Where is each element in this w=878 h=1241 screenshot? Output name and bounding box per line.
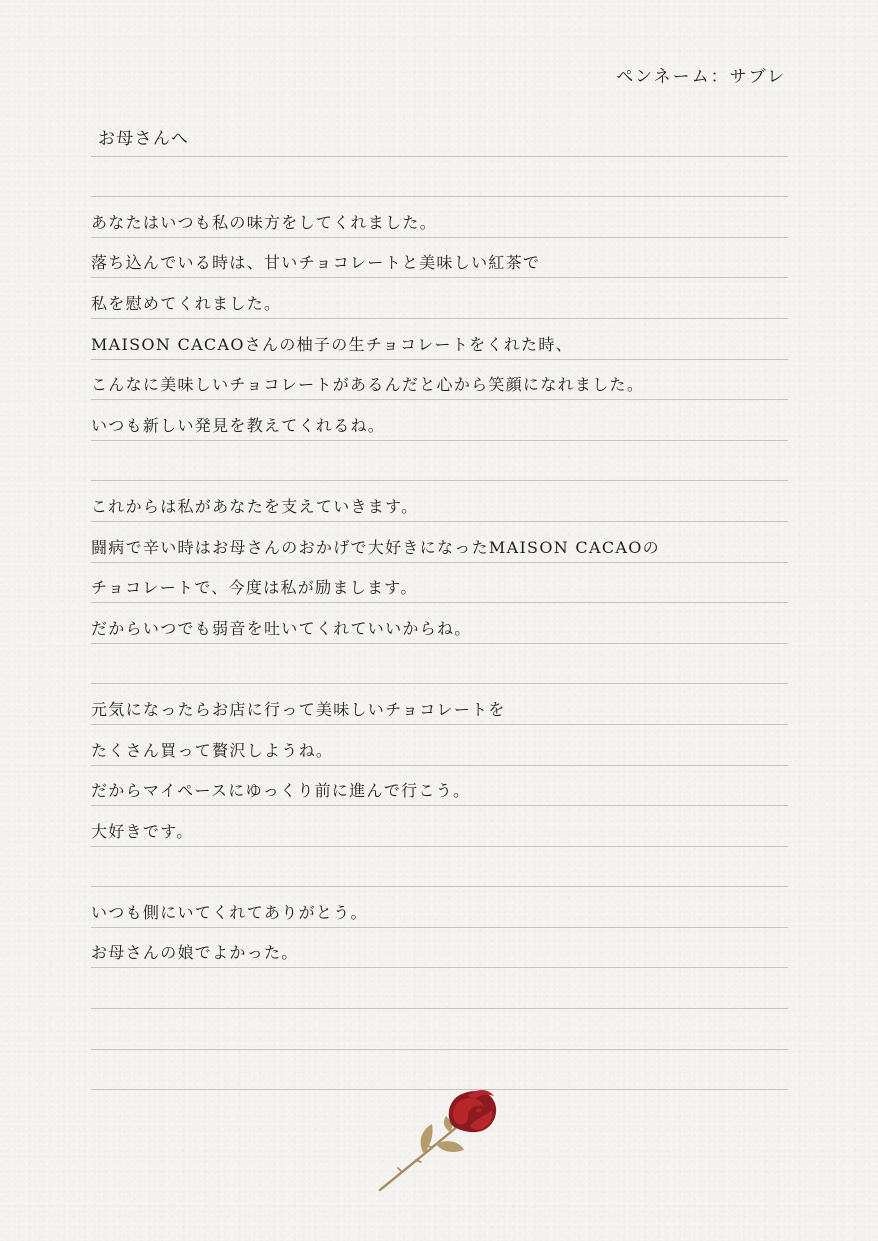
line-text: いつも新しい発見を教えてくれるね。 [91, 415, 386, 435]
letter-line [91, 1009, 788, 1050]
letter-line [91, 928, 788, 969]
line-text: お母さんの娘でよかった。 [91, 943, 299, 963]
line-text: 落ち込んでいる時は、甘いチョコレートと美味しい紅茶で [91, 253, 541, 273]
line-text: 元気になったらお店に行って美味しいチョコレートを [91, 699, 506, 719]
letter-line [91, 481, 788, 522]
letter-line [91, 603, 788, 644]
line-text: 大好きです。 [91, 821, 194, 841]
line-text: 闘病で辛い時はお母さんのおかげで大好きになったMAISON CACAOの [91, 537, 660, 557]
letter-line [91, 441, 788, 482]
letter-line [91, 522, 788, 563]
line-text: いつも側にいてくれてありがとう。 [91, 902, 368, 922]
letter-line [91, 563, 788, 604]
letter-line [91, 644, 788, 685]
letter-line [91, 360, 788, 401]
salutation: お母さんへ [98, 128, 190, 149]
line-text: だからいつでも弱音を吐いてくれていいからね。 [91, 618, 472, 638]
line-text: MAISON CACAOさんの柚子の生チョコレートをくれた時、 [91, 334, 573, 354]
letter-line [91, 766, 788, 807]
letter-line [91, 684, 788, 725]
letter-line [91, 847, 788, 888]
leaf-right [436, 1141, 464, 1152]
letter-line [91, 238, 788, 279]
line-text: たくさん買って贅沢しようね。 [91, 740, 334, 760]
letter-line [91, 197, 788, 238]
line-text: こんなに美味しいチョコレートがあるんだと心から笑顔になれました。 [91, 375, 645, 395]
line-text: これからは私があなたを支えていきます。 [91, 496, 419, 516]
pen-name: ペンネーム：サブレ [616, 67, 786, 87]
letter-line [91, 319, 788, 360]
letter-line [91, 725, 788, 766]
letter-line [91, 968, 788, 1009]
line-text: 私を慰めてくれました。 [91, 293, 282, 313]
line-text: だからマイペースにゆっくり前に進んで行こう。 [91, 781, 471, 801]
letter-line [91, 157, 788, 198]
letter-line [91, 278, 788, 319]
letter-body [91, 116, 788, 1090]
line-text: あなたはいつも私の味方をしてくれました。 [91, 212, 438, 232]
rose-stem [380, 1126, 458, 1190]
rose-icon [372, 1082, 506, 1194]
letter-line [91, 806, 788, 847]
letter-line [91, 887, 788, 928]
letter-line [91, 116, 788, 157]
rose-bloom [449, 1090, 496, 1132]
line-text: チョコレートで、今度は私が励まします。 [91, 578, 418, 598]
letter-line [91, 400, 788, 441]
